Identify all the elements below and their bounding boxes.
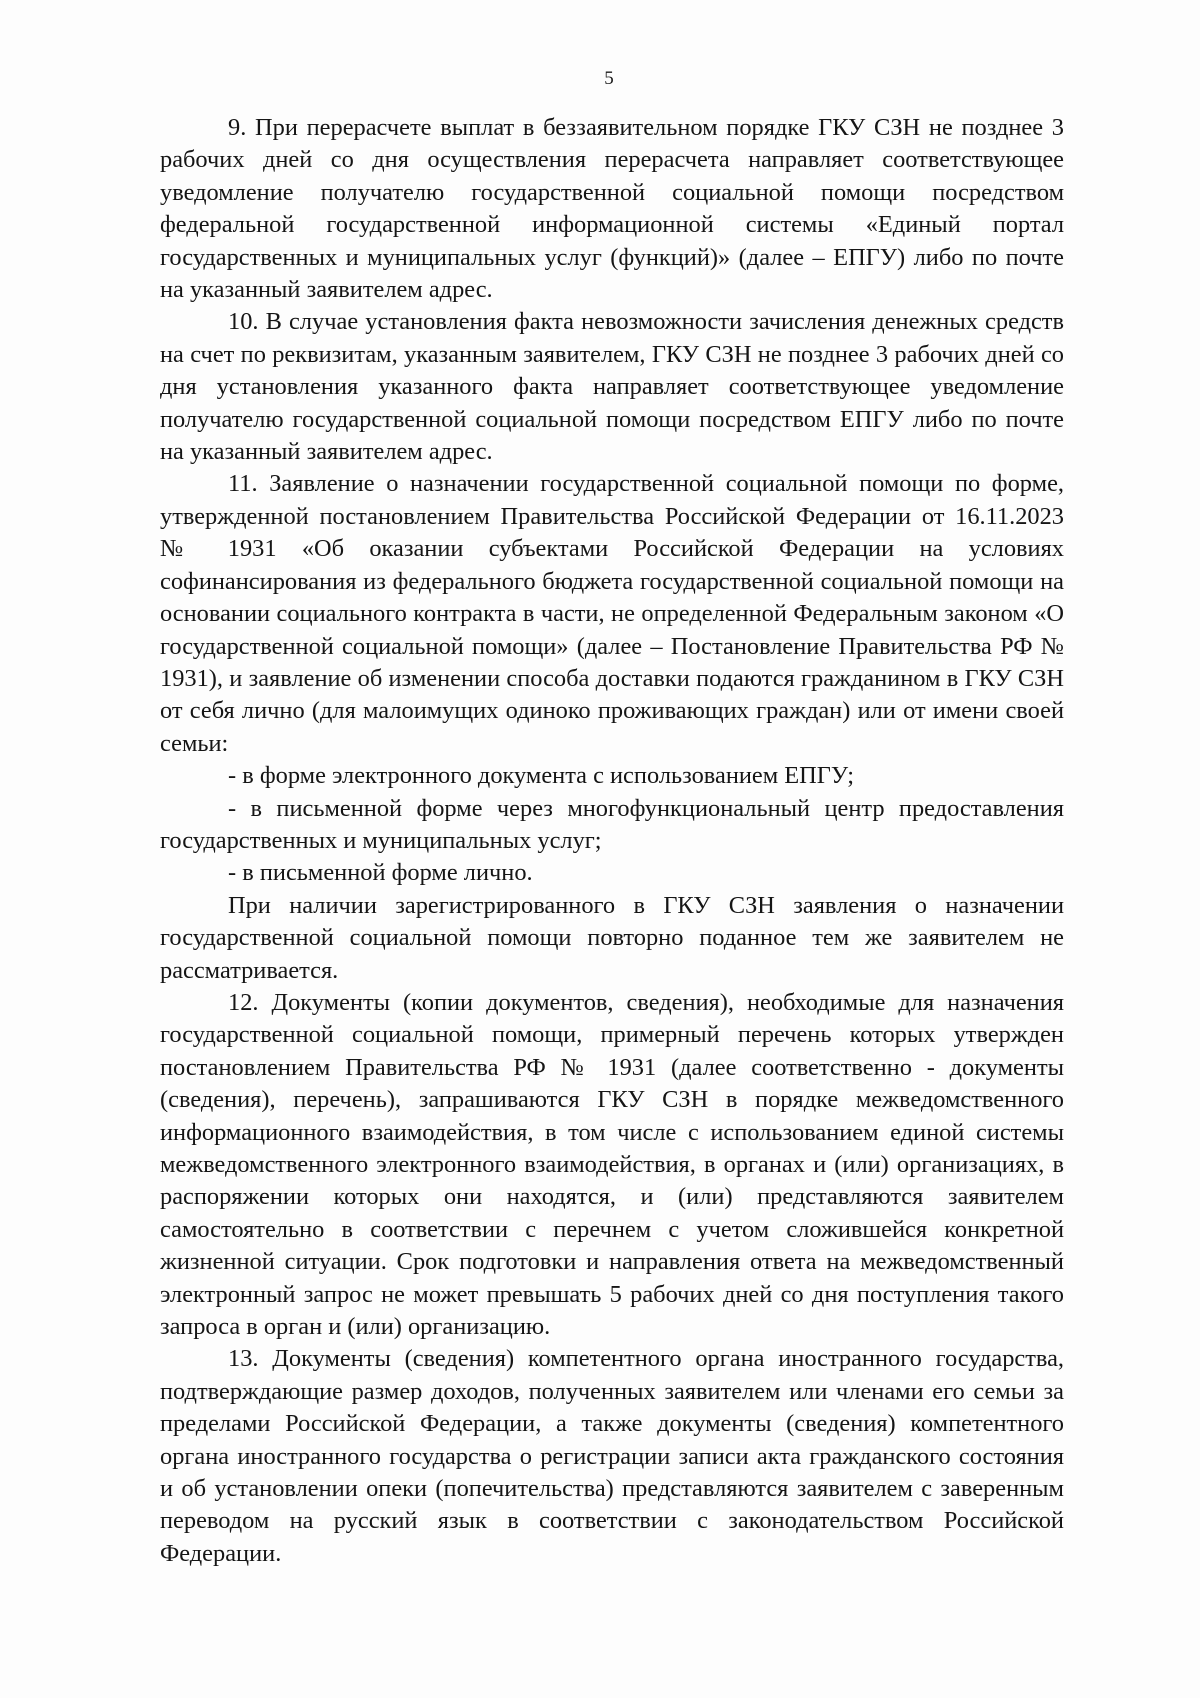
list-item-mfc: - в письменной форме через многофункциональный центр предоставления государственных и муниципальных услуг; — [160, 794, 1064, 854]
list-item-in-person: - в письменной форме лично. — [228, 859, 533, 887]
list-item-epgu: - в форме электронного документа с использованием ЕПГУ; — [228, 762, 855, 790]
paragraph-12: 12. Документы (копии документов, сведения), необходимые для назначения государственной социальной помощи, примерный перечень которых утвержден постановлением Правительства РФ № 1931 (далее соответственно - документы (сведения), перечень), запрашиваются ГКУ СЗН в порядке межведомственного информационного взаимодействия, в том числе с использованием единой системы межведомственного электронного взаимодействия, в органах и (или) организациях, в распоряжении которых они находятся, и (или) представляются заявителем самостоятельно в соответствии с перечнем с учетом сложившейся конкретной жизненной ситуации. Срок подготовки и направления ответа на межведомственный электронный запрос не может превышать 5 рабочих дней со дня поступления такого запроса в орган и (или) организацию. — [160, 988, 1064, 1341]
paragraph-10: 10. В случае установления факта невозможности зачисления денежных средств на счет по реквизитам, указанным заявителем, ГКУ СЗН не позднее 3 рабочих дней со дня установления указанного факта направляет соответствующее уведомление получателю государственной социальной помощи посредством ЕПГУ либо по почте на указанный заявителем адрес. — [160, 308, 1064, 466]
page-number: 5 — [604, 68, 614, 89]
document-body — [160, 112, 1064, 1570]
paragraph-repeat-application: При наличии зарегистрированного в ГКУ СЗН заявления о назначении государственной социальной помощи повторно поданное тем же заявителем не рассматривается. — [160, 891, 1064, 984]
paragraph-13: 13. Документы (сведения) компетентного органа иностранного государства, подтверждающие размер доходов, полученных заявителем или членами его семьи за пределами Российской Федерации, а также документы (сведения) компетентного органа иностранного государства о регистрации записи акта гражданского состояния и об установлении опеки (попечительства) представляются заявителем с заверенным переводом на русский язык в соответствии с законодательством Российской Федерации. — [160, 1345, 1064, 1567]
paragraph-11: 11. Заявление о назначении государственной социальной помощи по форме, утвержденной постановлением Правительства Российской Федерации от 16.11.2023 № 1931 «Об оказании субъектами Российской Федерации на условиях софинансирования из федерального бюджета государственной социальной помощи на основании социального контракта в части, не определенной Федеральным законом «О государственной социальной помощи» (далее – Постановление Правительства РФ № 1931), и заявление об изменении способа доставки подаются гражданином в ГКУ СЗН от себя лично (для малоимущих одиноко проживающих граждан) или от имени своей семьи: — [160, 470, 1064, 757]
paragraph-9: 9. При перерасчете выплат в беззаявительном порядке ГКУ СЗН не позднее 3 рабочих дней со дня осуществления перерасчета направляет соответствующее уведомление получателю государственной социальной помощи посредством федеральной государственной информационной системы «Единый портал государственных и муниципальных услуг (функций)» (далее – ЕПГУ) либо по почте на указанный заявителем адрес. — [160, 114, 1064, 304]
